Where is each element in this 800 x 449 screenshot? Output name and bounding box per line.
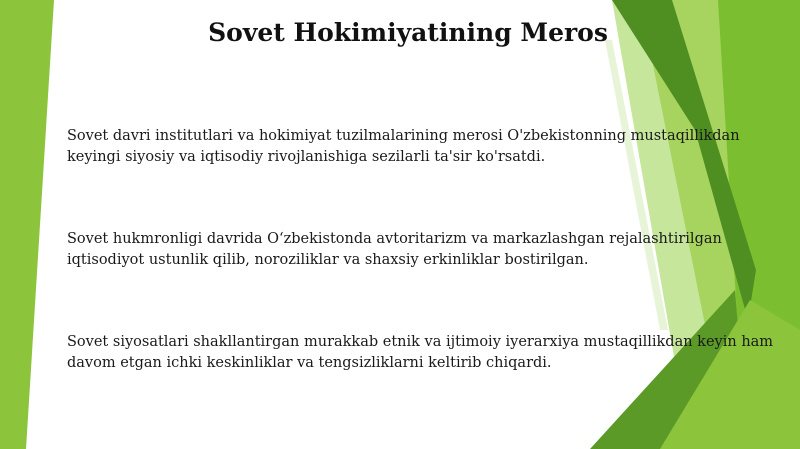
- left-green-strip: [0, 0, 54, 449]
- paragraph-2: Sovet hukmronligi davrida O‘zbekistonda avtoritarizm va markazlashgan rejalashtirilgan iqtisodiyot ustunlik qilib, noroziliklar va shaxsiy erkinliklar bostirilgan.: [67, 231, 722, 268]
- slide-title: Sovet Hokimiyatining Meros: [208, 18, 608, 47]
- paragraph-1: Sovet davri institutlari va hokimiyat tuzilmalarining merosi O'zbekistonning mustaqillikdan keyingi siyosiy va iqtisodiy rivojlanishiga sezilarli ta'sir ko'rsatdi.: [67, 128, 740, 165]
- paragraph-3: Sovet siyosatlari shakllantirgan murakkab etnik va ijtimoiy iyerarxiya mustaqillikdan keyin ham davom etgan ichki keskinliklar va tengsizliklarni keltirib chiqardi.: [67, 334, 774, 371]
